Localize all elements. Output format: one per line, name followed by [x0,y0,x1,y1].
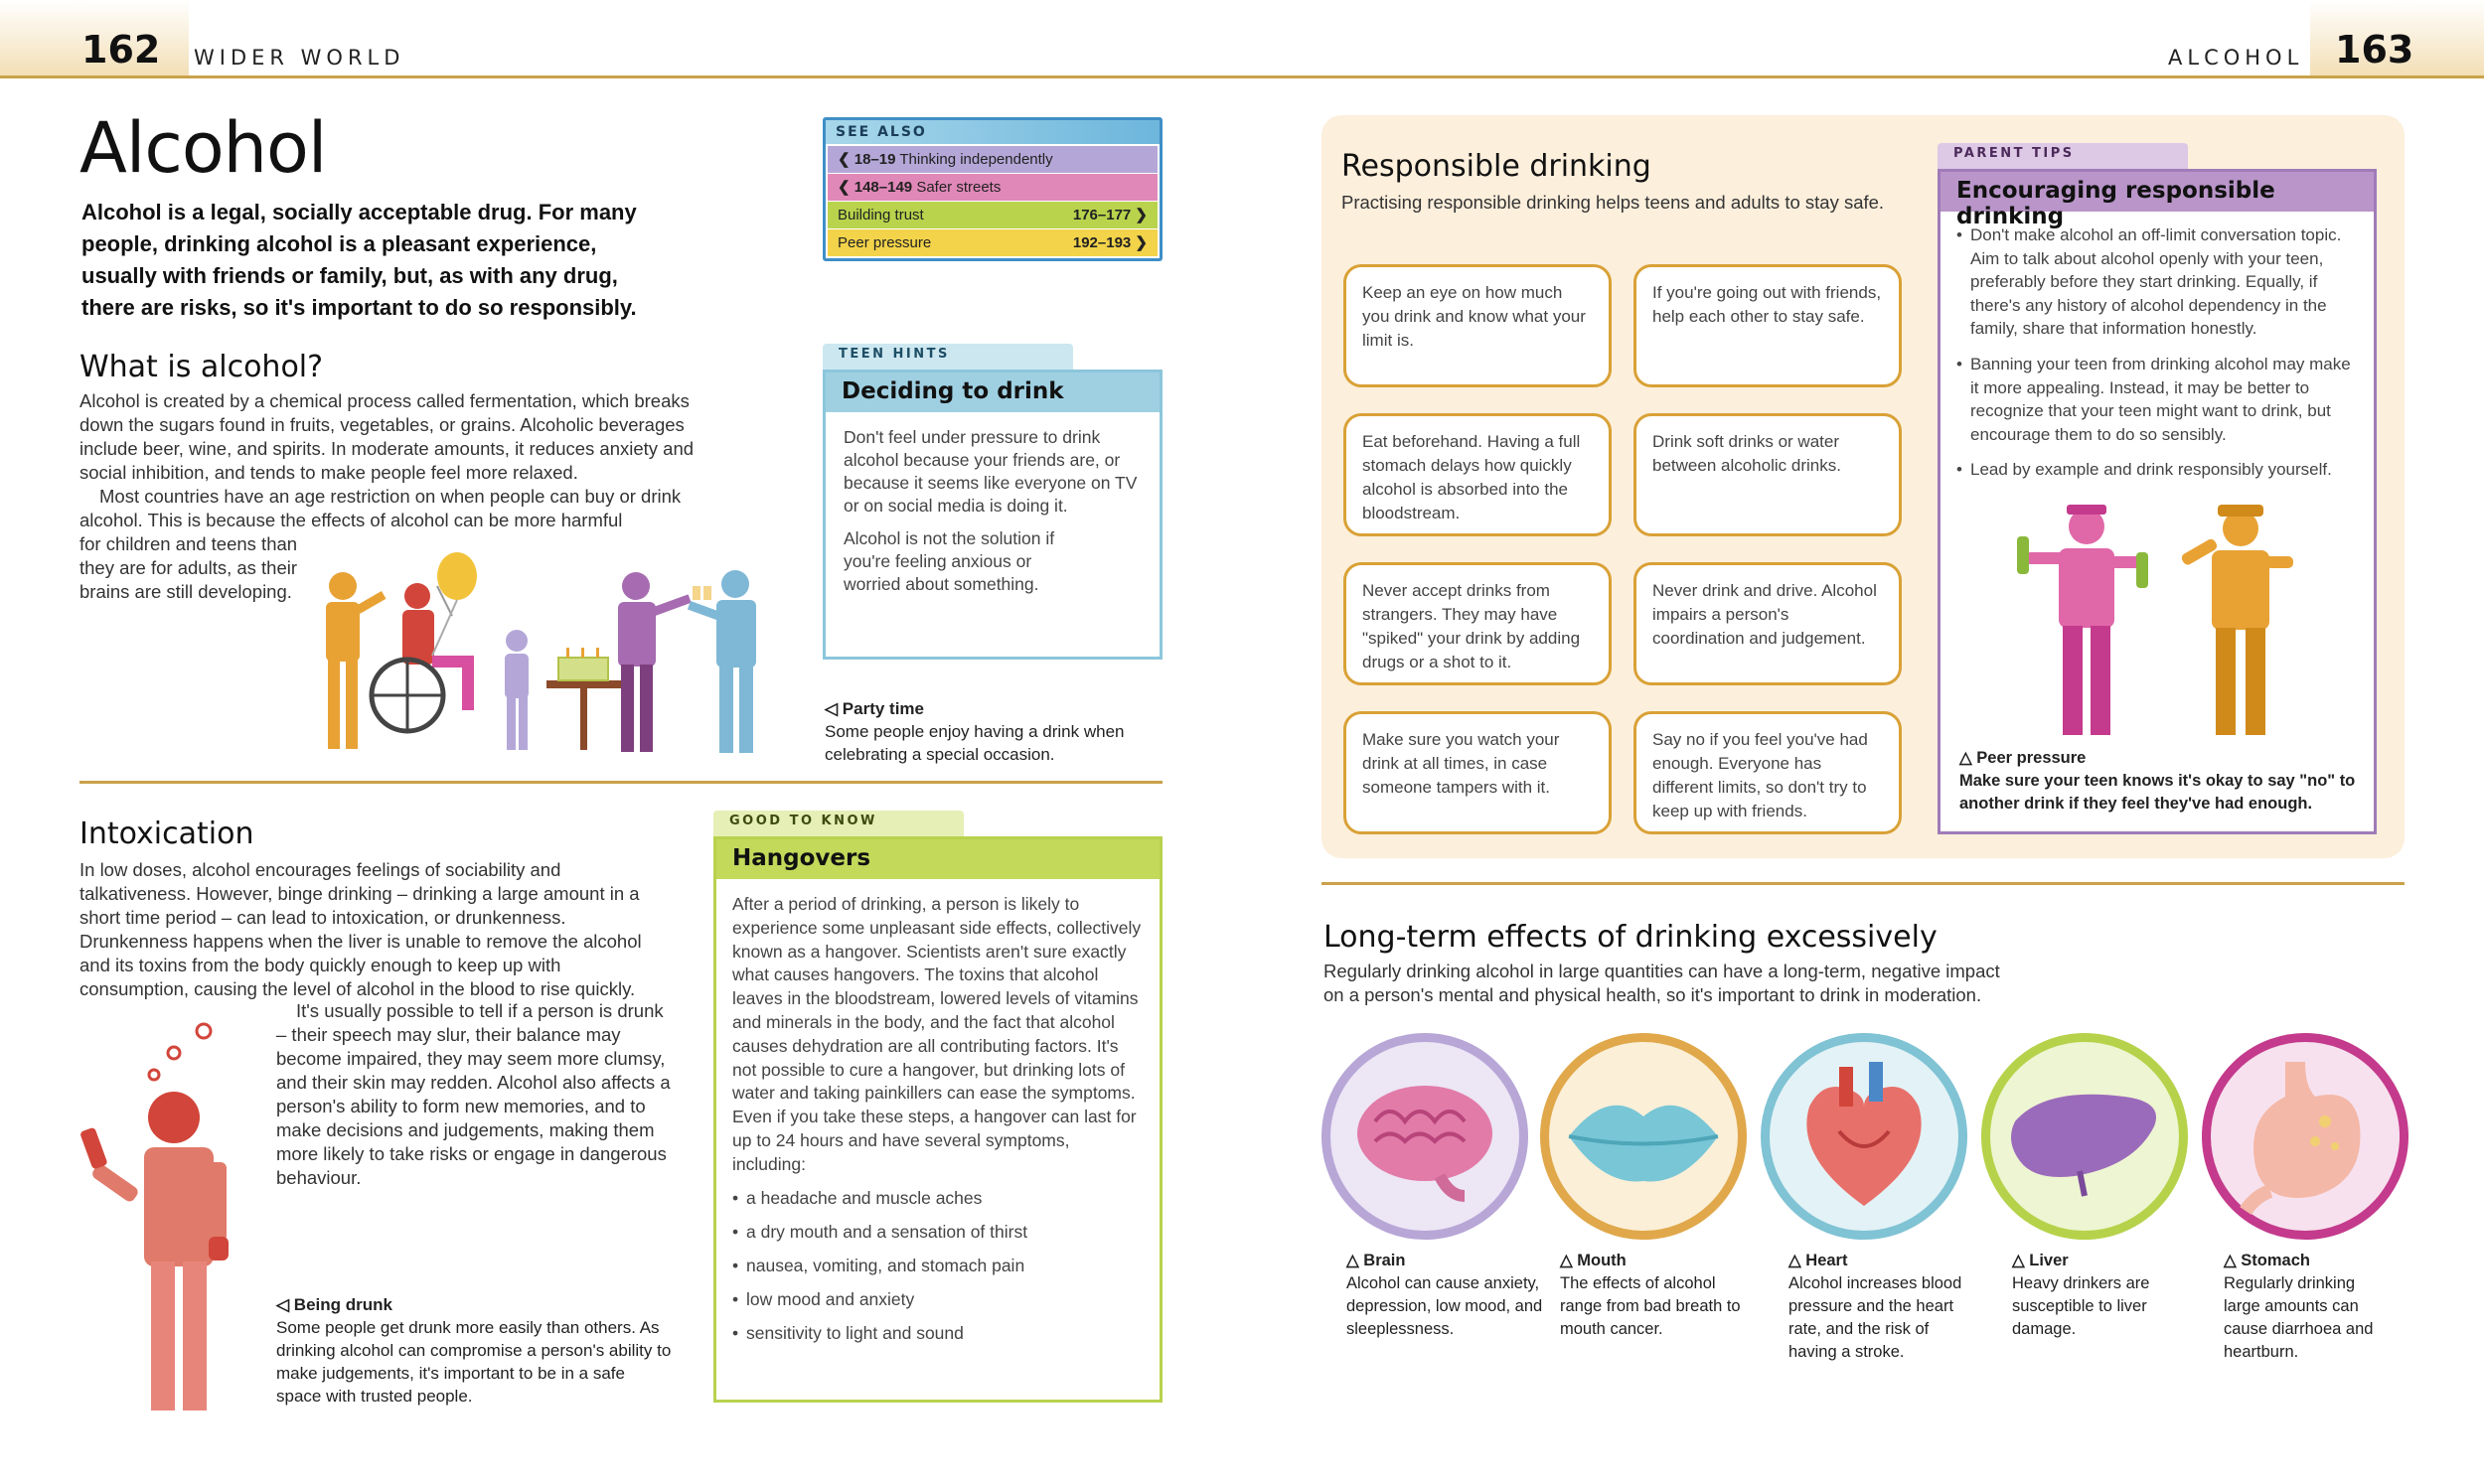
bubbles-icon [149,1024,211,1080]
liver-icon [1990,1042,2179,1231]
organ-text: Regularly drinking large amounts can cause diarrhoea and heartburn. [2224,1274,2374,1361]
page-number-left: 162 [81,28,161,72]
hangovers-title: Hangovers [716,839,1160,879]
tip-card: Never drink and drive. Alcohol impairs a person's coordination and judgement. [1633,562,1902,685]
wheelchair-person-icon [372,552,477,731]
see-also-text: Safer streets [916,179,1002,196]
teen-hints-title: Deciding to drink [826,372,1160,412]
what-is-alcohol-p1: Alcohol is created by a chemical process called fermentation, which breaks down the sugars found in fruits, vegetables, or grains. Alcoholic beverages include beer, wine, and spirits. In moderate amounts, it reduces anxiety and social inhibition, and tends to make people feel more relaxed. [79,390,695,483]
long-term-heading: Long-term effects of drinking excessively [1323,920,1938,955]
organ-name: △ Mouth [1560,1252,1627,1269]
see-also-page: 176–177 ❯ [1072,207,1148,223]
see-also-link[interactable] [828,229,1158,256]
party-illustration [298,546,795,765]
child-icon [505,630,529,750]
hangovers-box [713,836,1163,1403]
drunk-person-icon [79,1092,229,1410]
intro-paragraph: Alcohol is a legal, socially acceptable drug. For many people, drinking alcohol is a pleasant experience, usually with friends or family, but, as with any drug, there are risks, so it's important to do so responsibly. [81,200,637,320]
parent-tips-label: PARENT TIPS [1938,143,2188,169]
tip-card: Make sure you watch your drink at all times, in case someone tampers with it. [1343,711,1612,834]
list-item: • a dry mouth and a sensation of thirst [732,1221,1144,1244]
teen-hints-label: TEEN HINTS [823,344,1073,370]
peer-pressure-title: △ Peer pressure [1959,749,2087,767]
cake-table-icon [546,648,621,750]
hangover-symptom-list [716,1183,1160,1360]
list-item: • sensitivity to light and sound [732,1322,1144,1345]
organ-text: Alcohol can cause anxiety, depression, low mood, and sleeplessness. [1346,1274,1543,1338]
see-also-text: Thinking independently [899,151,1053,168]
list-item: • low mood and anxiety [732,1288,1144,1311]
mouth-icon [1549,1042,1738,1231]
see-also-page: ❮ 148–149 [838,179,913,196]
see-also-box [823,117,1163,261]
person-yellow-icon [2180,505,2293,735]
tip-card: Eat beforehand. Having a full stomach delays how quickly alcohol is absorbed into the bloodstream. [1343,413,1612,536]
peer-pressure-caption [1959,747,2367,816]
organ-text: Heavy drinkers are susceptible to liver damage. [2012,1274,2150,1338]
see-also-text: Building trust [838,207,924,223]
header-rule [0,75,2484,78]
organ-name: △ Heart [1788,1252,1848,1269]
organ-caption-stomach [2224,1250,2383,1364]
good-to-know-label: GOOD TO KNOW [713,811,964,836]
stomach-circle [2202,1033,2408,1240]
organ-caption-heart [1788,1250,1972,1364]
teen-hints-p2: Alcohol is not the solution if you're feeling anxious or worried about something. [844,528,1055,594]
tip-card: Drink soft drinks or water between alcoholic drinks. [1633,413,1902,536]
drunk-caption-text: Some people get drunk more easily than others. As drinking alcohol can compromise a person's ability to make judgements, it's important to be in a safe space with trusted people. [276,1318,672,1406]
tip-card: If you're going out with friends, help each other to stay safe. [1633,264,1902,387]
party-caption-text: Some people enjoy having a drink when celebrating a special occasion. [825,722,1125,764]
list-item: • Lead by example and drink responsibly yourself. [1956,458,2360,482]
page-number-right: 163 [2335,28,2414,72]
page-title: Alcohol [79,107,327,189]
intoxication-p2: It's usually possible to tell if a person is drunk – their speech may slur, their balance may become impaired, they may seem more clumsy, and their skin may redden. Alcohol also affects a person's ability to form new memories, and to make decisions and judgements, making them more likely to take risks or engage in dangerous behaviour. [276,1000,671,1188]
what-is-alcohol-heading: What is alcohol? [79,350,324,384]
running-head-right: ALCOHOL [2168,46,2304,70]
heart-circle [1761,1033,1967,1240]
party-caption [825,697,1153,766]
tip-card: Say no if you feel you've had enough. Everyone has different limits, so don't try to keep up with friends. [1633,711,1902,834]
organ-caption-mouth [1560,1250,1759,1341]
organ-caption-liver [2012,1250,2171,1341]
teen-hints-box [823,370,1163,660]
liver-circle [1981,1033,2188,1240]
organ-text: Alcohol increases blood pressure and the heart rate, and the risk of having a stroke. [1788,1274,1962,1361]
heart-icon [1770,1042,1958,1231]
brain-icon [1330,1042,1519,1231]
peer-pressure-illustration [1997,497,2325,745]
party-caption-title: ◁ Party time [825,699,924,718]
glasses-icon [693,586,711,600]
see-also-page: 192–193 ❯ [1072,234,1148,251]
stomach-icon [2211,1042,2400,1231]
responsible-drinking-heading: Responsible drinking [1341,149,1651,184]
parent-tips-title: Encouraging responsible drinking [1941,172,2374,212]
running-head-left: WIDER WORLD [194,46,405,70]
hangovers-p1: After a period of drinking, a person is likely to experience some unpleasant side effects, collectively known as a hangover. Scientists aren't sure exactly what causes hangovers. The toxins that alcohol leaves in the bloodstream, lowered levels of vitamins and minerals in the body, and the fact that alcohol causes dehydration are all contributing factors. It's not possible to cure a hangover, but drinking lots of water and taking painkillers can ease the symptoms. Even if you take these steps, a hangover can last for up to 24 hours and have several symptoms, including: [732,894,1142,1174]
brain-circle [1321,1033,1528,1240]
teen-hints-p1: Don't feel under pressure to drink alcohol because your friends are, or because it seems like everyone on TV or on social media is doing it. [844,427,1138,516]
list-item: • nausea, vomiting, and stomach pain [732,1255,1144,1277]
responsible-drinking-sub: Practising responsible drinking helps teens and adults to stay safe. [1341,192,1885,213]
what-is-alcohol-p2-cont: for children and teens than they are for adults, as their brains are still developing. [79,533,298,602]
drunk-person-illustration [60,1013,268,1410]
intoxication-p1: In low doses, alcohol encourages feelings of sociability and talkativeness. However, binge drinking – drinking a large amount in a short time period – can lead to intoxication, or drunkenness. Drunkenness happens when the liver is unable to remove the alcohol and its toxins from the body quickly enough to keep up with consumption, causing the level of alcohol in the blood to rise quickly. [79,859,642,999]
organ-name: △ Brain [1346,1252,1406,1269]
person-orange-icon [326,572,386,749]
intoxication-heading: Intoxication [79,816,254,851]
organ-name: △ Liver [2012,1252,2069,1269]
list-item: • a headache and muscle aches [732,1187,1144,1210]
organ-caption-brain [1346,1250,1545,1341]
section-rule-right [1321,882,2405,885]
mouth-circle [1540,1033,1747,1240]
see-also-link[interactable] [828,202,1158,228]
list-item: • Banning your teen from drinking alcohol may make it more appealing. Instead, it may be better to recognize that your teen might want to drink, but encourage them to do so sensibly. [1956,353,2360,446]
see-also-link[interactable] [828,174,1158,201]
section-rule-left [79,781,1163,784]
see-also-page: ❮ 18–19 [838,151,896,168]
tip-card: Never accept drinks from strangers. They may have "spiked" your drink by adding drugs or a shot to it. [1343,562,1612,685]
person-pink-icon [2025,505,2144,735]
peer-pressure-text: Make sure your teen knows it's okay to say "no" to another drink if they feel they've had enough. [1959,772,2356,813]
see-also-label: SEE ALSO [826,120,1160,144]
parent-tips-list [1941,212,2374,482]
drunk-caption-title: ◁ Being drunk [276,1295,392,1314]
organ-text: The effects of alcohol range from bad breath to mouth cancer. [1560,1274,1741,1338]
see-also-text: Peer pressure [838,234,932,251]
see-also-link[interactable] [828,146,1158,173]
long-term-sub: Regularly drinking alcohol in large quantities can have a long-term, negative impact on a person's mental and physical health, so it's important to drink in moderation. [1323,961,2000,1005]
drunk-caption [276,1293,674,1408]
organ-name: △ Stomach [2224,1252,2310,1269]
what-is-alcohol-p2: Most countries have an age restriction on when people can buy or drink alcohol. This is because the effects of alcohol can be more harmful [79,486,682,530]
tip-card: Keep an eye on how much you drink and know what your limit is. [1343,264,1612,387]
person-purple-icon [618,572,692,752]
list-item: • Don't make alcohol an off-limit conversation topic. Aim to talk about alcohol openly with your teen, preferably before they start drinking. Equally, if there's any history of alcohol dependency in the family, share that information honestly. [1956,223,2360,341]
